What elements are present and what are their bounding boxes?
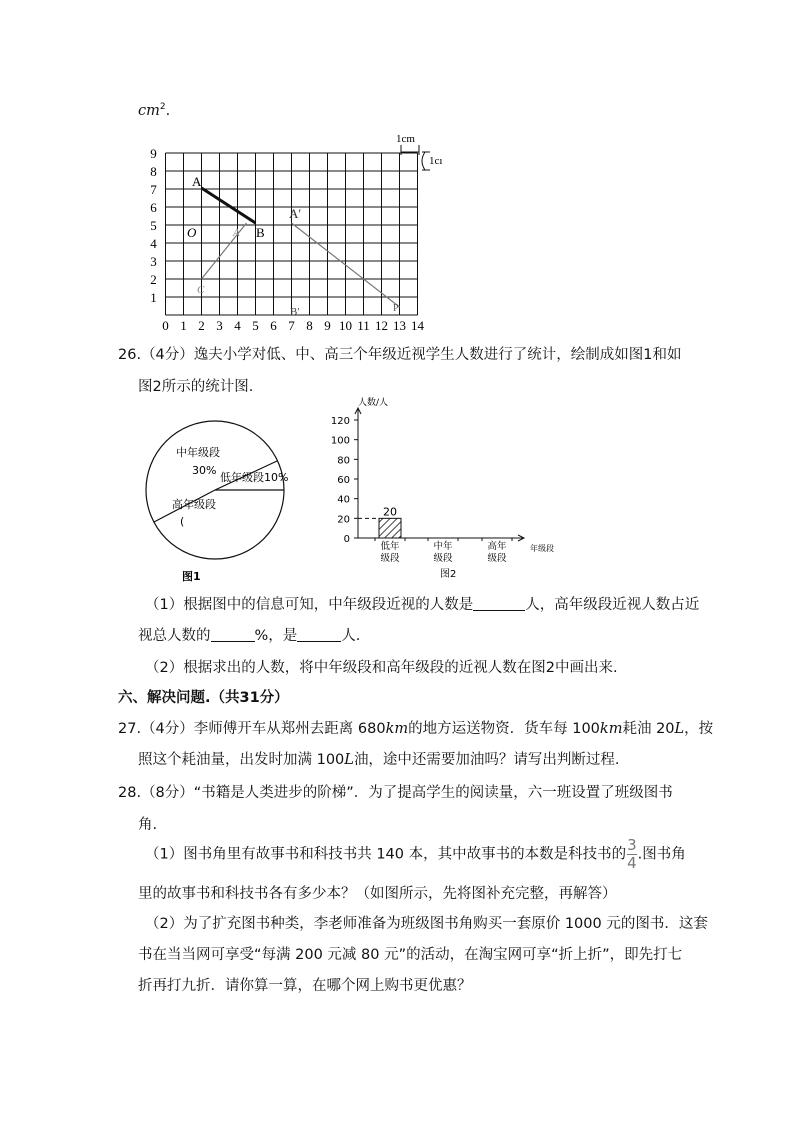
bar-chart-marks xyxy=(358,505,401,538)
bar-chart-categories xyxy=(375,538,512,564)
y-tick-label: 40 xyxy=(337,494,350,506)
handwritten-mark-a: A xyxy=(233,227,240,239)
grid-x-tick: 7 xyxy=(288,318,295,333)
q26-number: 26. xyxy=(118,347,142,363)
q28-sub1-line1: （1）图书角里有故事书和科技书共 140 本，其中故事书的本数是科技书的 $\frac{3}{4}$ .图书角 xyxy=(145,836,686,872)
pie-label-low-grade: 低年级段10% xyxy=(220,471,289,484)
bar-chart-caption: 图2 xyxy=(440,569,457,580)
grid-x-tick: 14 xyxy=(411,318,424,333)
y-tick-label: 100 xyxy=(330,435,350,447)
pie-value-middle-grade: 30% xyxy=(192,464,217,477)
grid-figure xyxy=(140,133,443,333)
q28-line2: 角. xyxy=(138,817,158,833)
grid-x-tick: 3 xyxy=(216,318,223,333)
handwritten-line-c-a xyxy=(202,223,247,279)
section-six-heading: 六、解决问题.（共31分） xyxy=(118,690,289,706)
q28-sub2-line2: 书在当当网可享受“每满 200 元减 80 元”的活动，在淘宝网可享“折上折”，即先打七 xyxy=(138,947,683,963)
q27-line1: 27.（4分）李师傅开车从郑州去距离 680km的地方运送物资．货车每 100km耗油 20L，按 xyxy=(118,721,714,737)
grid-y-tick: 3 xyxy=(150,254,157,269)
y-tick-label: 0 xyxy=(343,534,350,545)
grid-y-tick: 2 xyxy=(150,272,157,287)
grid-y-tick: 5 xyxy=(150,218,157,233)
grid-x-tick: 6 xyxy=(270,318,277,333)
grid-x-tick: 5 xyxy=(252,318,259,333)
grid-y-tick: 8 xyxy=(150,164,157,179)
point-o-label: O xyxy=(187,225,197,240)
previous-answer-unit: $cm^2$. xyxy=(138,102,171,119)
handwritten-mark-c: C xyxy=(197,284,205,296)
scale-label-horizontal: 1cm xyxy=(396,133,415,145)
x-category-label: 级段 xyxy=(380,553,400,564)
y-tick-label: 80 xyxy=(337,455,350,467)
bar-data-label: 20 xyxy=(383,505,397,519)
grid-y-tick: 4 xyxy=(150,236,157,251)
q28-sub2-line3: 折再打九折．请你算一算，在哪个网上购书更优惠？ xyxy=(138,978,472,994)
handwritten-mark-p: P xyxy=(393,303,399,314)
q28-line1: 28.（8分）“书籍是人类进步的阶梯”．为了提高学生的阅读量，六一班设置了班级图书 xyxy=(118,785,673,801)
pie-label-high-grade: 高年级段 xyxy=(172,498,216,511)
y-tick-label: 20 xyxy=(337,514,350,526)
q27-number: 27. xyxy=(118,721,142,737)
point-a-label: A xyxy=(192,174,202,189)
x-category-label: 级段 xyxy=(433,553,453,564)
grid-y-tick: 1 xyxy=(150,290,157,305)
q28-sub1-line2: 里的故事书和科技书各有多少本？（如图所示，先将图补充完整，再解答） xyxy=(138,886,617,902)
grid-y-tick: 9 xyxy=(150,146,157,161)
bar-low-grade xyxy=(379,518,401,538)
y-tick-label: 60 xyxy=(337,475,350,486)
grid-y-tick: 6 xyxy=(150,200,157,215)
bar-chart xyxy=(328,396,568,580)
bar-chart-ylabel: 人数/人 xyxy=(358,398,389,408)
grid-x-tick: 10 xyxy=(339,318,352,333)
q26-line2: 图2所示的统计图. xyxy=(138,379,254,395)
grid-x-tick: 1 xyxy=(180,318,187,333)
answer-blank-middle-count[interactable] xyxy=(473,596,525,611)
q28-number: 28. xyxy=(118,785,142,801)
grid-x-tick: 9 xyxy=(324,318,331,333)
pie-label-middle-grade: 中年级段 xyxy=(176,446,220,459)
grid-x-tick: 8 xyxy=(306,318,313,333)
grid-x-tick: 11 xyxy=(357,318,370,333)
scale-brace-vertical xyxy=(422,152,425,170)
point-b-label: B xyxy=(256,225,265,240)
bar-chart-y-ticks xyxy=(331,416,358,545)
answer-blank-high-count[interactable] xyxy=(297,627,341,642)
x-category-label: 低年 xyxy=(380,541,400,552)
q26-sub1-line1: （1）根据图中的信息可知，中年级段近视的人数是 人，高年级段近视人数占近 xyxy=(145,597,700,613)
grid-x-tick: 13 xyxy=(393,318,406,333)
pie-value-high-grade: ( xyxy=(180,515,185,528)
x-category-label: 高年 xyxy=(487,541,507,552)
scale-label-vertical: 1cı xyxy=(429,155,443,167)
q26-sub1-line2: 视总人数的 %，是 人. xyxy=(138,628,361,644)
pie-chart xyxy=(140,420,300,590)
q26-line1: 26.（4分）逸夫小学对低、中、高三个年级近视学生人数进行了统计，绘制成如图1和如 xyxy=(118,347,682,363)
segment-ab xyxy=(202,188,256,223)
q27-line2: 照这个耗油量，出发时加满 100L油，途中还需要加油吗？请写出判断过程. xyxy=(138,752,620,768)
y-tick-label: 120 xyxy=(330,416,350,427)
answer-blank-high-percent[interactable] xyxy=(211,627,255,642)
grid-x-tick: 2 xyxy=(198,318,205,333)
point-a-prime-label: A′ xyxy=(289,206,302,221)
grid-x-tick: 0 xyxy=(162,318,169,333)
x-category-label: 中年 xyxy=(433,541,453,552)
grid-x-tick: 4 xyxy=(234,318,241,333)
grid-x-tick: 12 xyxy=(375,318,388,333)
point-b-prime-label: B′ xyxy=(290,306,300,318)
bar-chart-xlabel: 年级段 xyxy=(530,544,554,553)
q28-sub2-line1: （2）为了扩充图书种类，李老师准备为班级图书角购买一套原价 1000 元的图书．这套 xyxy=(145,916,708,932)
x-category-label: 级段 xyxy=(487,553,507,564)
pie-caption: 图1 xyxy=(182,570,201,583)
grid-y-tick: 7 xyxy=(150,182,157,197)
fraction-three-quarters: $\frac{3}{4}$ xyxy=(627,836,637,872)
q26-sub2: （2）根据求出的人数，将中年级段和高年级段的近视人数在图2中画出来. xyxy=(145,660,618,676)
